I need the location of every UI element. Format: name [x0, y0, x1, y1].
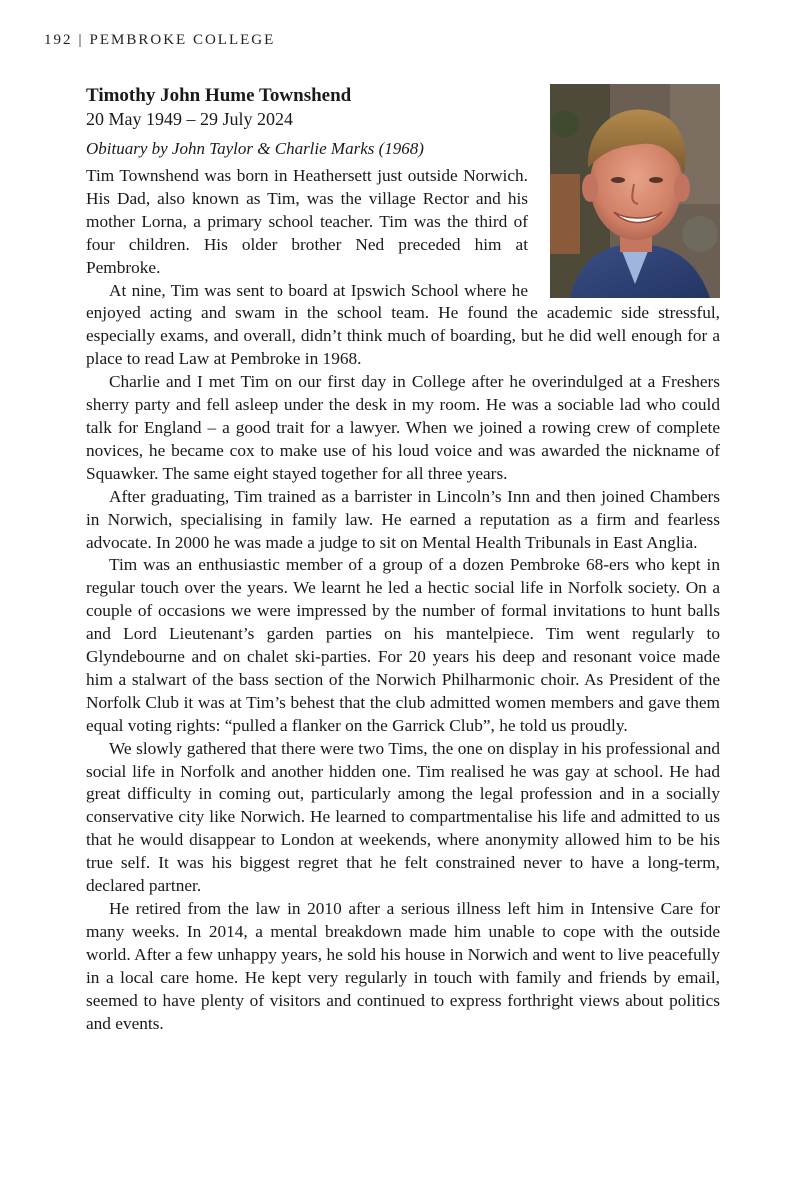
paragraph: Tim was an enthusiastic member of a group of a dozen Pembroke 68-ers who kept in regular touch over the years. We learnt he led a hectic social life in Norfolk society. On a couple of occasions we were impressed by the number of formal invitations to hunt balls and Lord Lieutenant’s garden parties on his mantelpiece. Tim went regularly to Glyndebourne and on chalet ski-parties. For 20 years his deep and resonant voice made him a stalwart of the bass section of the Norwich Philharmonic choir. As President of the Norfolk Club it was at Tim’s behest that the club admitted women members and gave them equal voting rights: “pulled a flanker on the Garrick Club”, he told us proudly. — [86, 555, 720, 735]
paragraph: Tim Townshend was born in Heathersett just outside Norwich. His Dad, also known as Tim, was the village Rector and his mother Lorna, a primary school teacher. Tim was the third of four children. His older brother Ned preceded him at Pembroke. — [86, 166, 528, 277]
paragraph: At nine, Tim was sent to board at Ipswich School where he enjoyed acting and swam in the school team. He found the academic side stressful, especially exams, and overall, didn’t think much of boarding, but he did well enough for a place to read Law at Pembroke in 1968. — [86, 280, 720, 369]
running-head — [44, 32, 275, 49]
portrait-image — [550, 84, 720, 298]
paragraph: We slowly gathered that there were two Tims, the one on display in his professional and social life in Norfolk and another hidden one. Tim realised he was gay at school. He had great difficulty in coming out, particularly among the legal profession and in a socially conservative city like Norwich. He learned to compartmentalise his life and admitted to us that he would disappear to London at weekends, where anonymity allowed him to be his true self. It was his biggest regret that he felt constrained never to have a long-term, declared partner. — [86, 738, 720, 896]
obituary-byline: Obituary by John Taylor & Charlie Marks (1968) — [86, 139, 424, 158]
college-name: PEMBROKE COLLEGE — [89, 32, 276, 48]
paragraph: Charlie and I met Tim on our first day in College after he overindulged at a Freshers sherry party and fell asleep under the desk in my room. He was a sociable lad who could talk for England – a good trait for a lawyer. When we joined a rowing crew of complete novices, he became cox to make use of his loud voice and was awarded the nickname of Squawker. The same eight stayed together for all three years. — [86, 372, 720, 483]
paragraph: After graduating, Tim trained as a barrister in Lincoln’s Inn and then joined Chambers in Norwich, specialising in family law. He earned a reputation as a firm and fearless advocate. In 2000 he was made a judge to sit on Mental Health Tribunals in East Anglia. — [86, 486, 720, 552]
obituary-dates: 20 May 1949 – 29 July 2024 — [86, 109, 293, 129]
header-separator: | — [78, 32, 84, 48]
portrait-photo — [550, 84, 720, 298]
page-number: 192 — [44, 32, 73, 48]
obituary-name: Timothy John Hume Townshend — [86, 85, 352, 106]
obituary-article — [86, 84, 720, 1035]
paragraph: He retired from the law in 2010 after a serious illness left him in Intensive Care for many weeks. In 2014, a mental breakdown made him unable to cope with the outside world. After a few unhappy years, he sold his house in Norwich and went to live peacefully in a local care home. He kept very regularly in touch with family and friends by email, seemed to have plenty of visitors and continued to express forthright views about politics and events. — [86, 899, 720, 1033]
